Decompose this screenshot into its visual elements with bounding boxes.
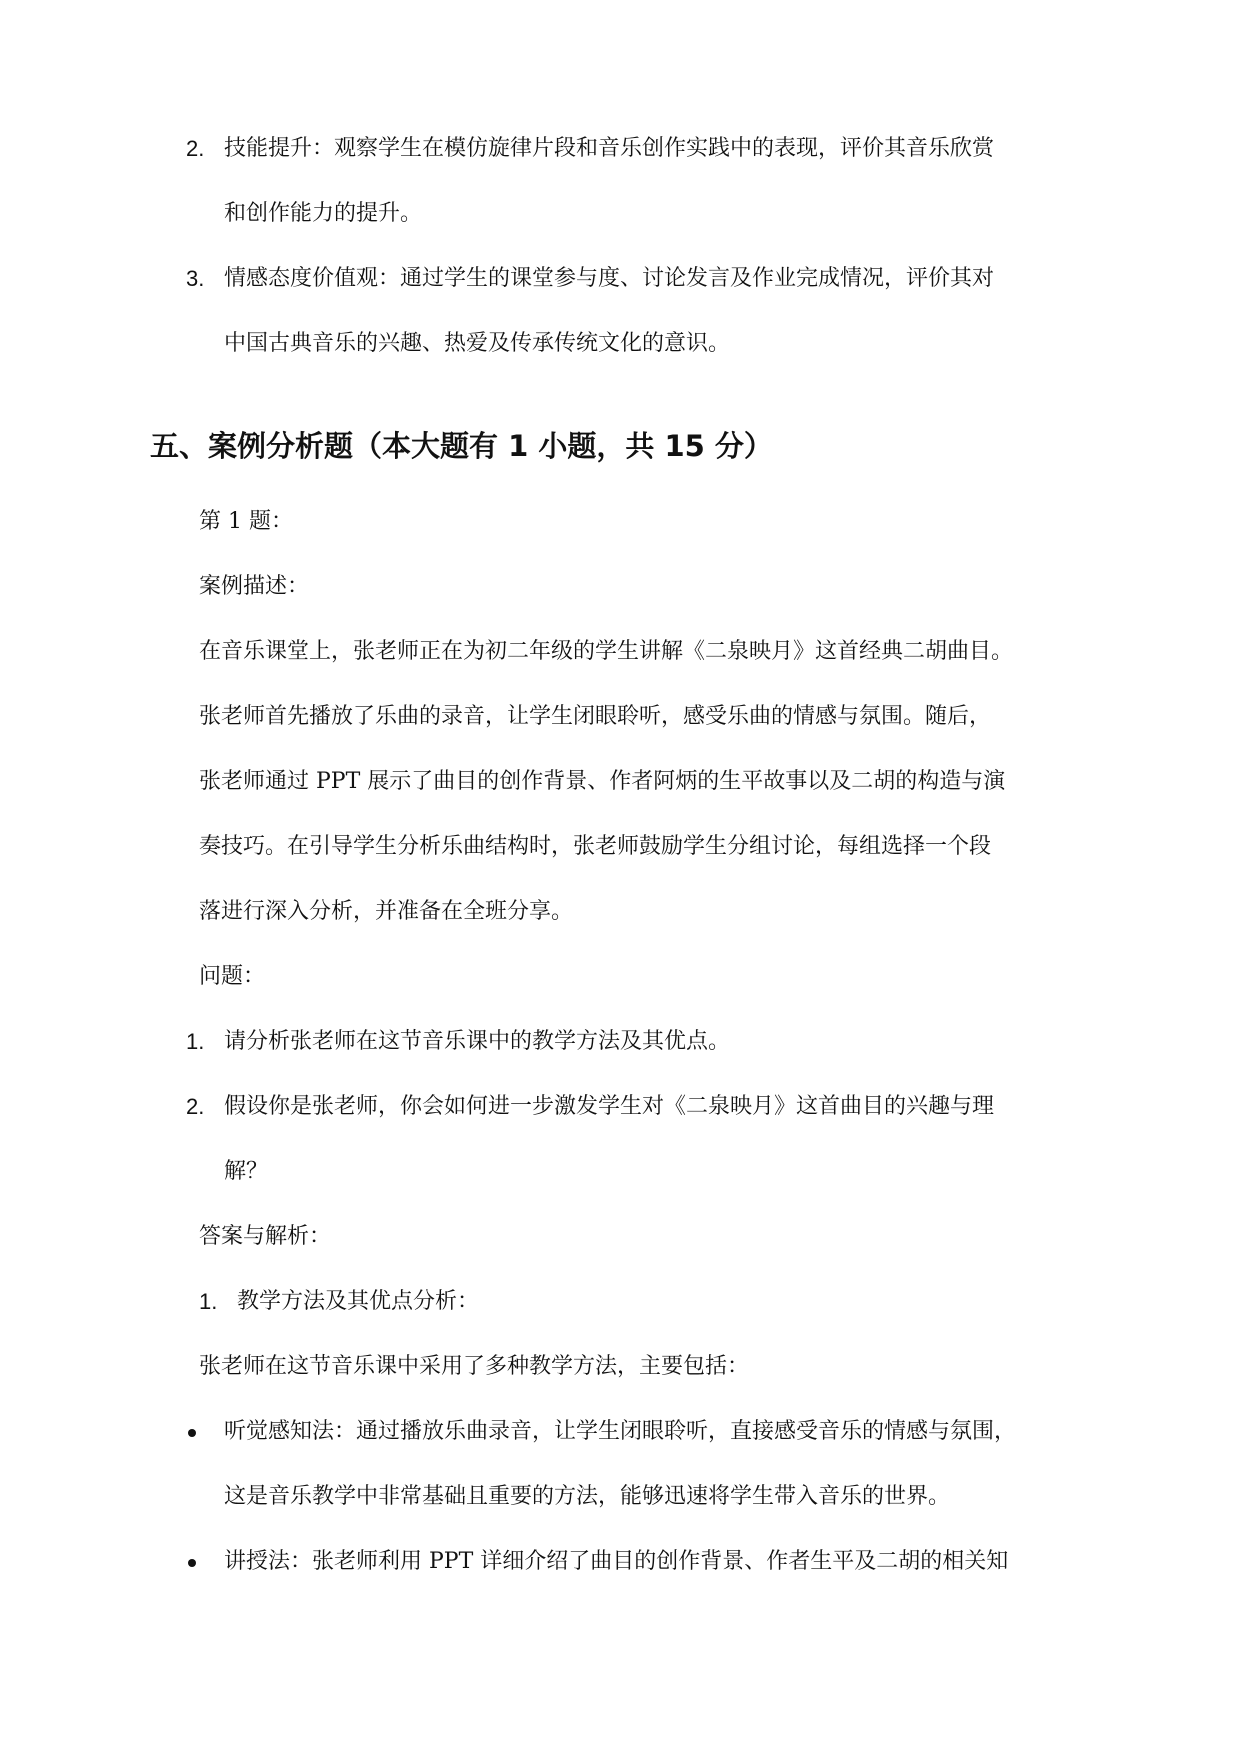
question-item-line: 假设你是张老师，你会如何进一步激发学生对《二泉映月》这首曲目的兴趣与理 <box>224 1094 995 1119</box>
method-item-line: 讲授法：张老师利用 PPT 详细介绍了曲目的创作背景、作者生平及二胡的相关知 <box>224 1549 1009 1574</box>
bullet-dot <box>188 1559 196 1567</box>
questions-label: 问题： <box>199 964 266 989</box>
question-item-line: 解？ <box>224 1159 269 1184</box>
case-paragraph-line: 张老师首先播放了乐曲的录音，让学生闭眼聆听，感受乐曲的情感与氛围。随后， <box>199 704 992 729</box>
list-number: 3. <box>186 266 205 291</box>
case-paragraph-line: 在音乐课堂上，张老师正在为初二年级的学生讲解《二泉映月》这首经典二胡曲目。 <box>199 639 1014 664</box>
case-paragraph-line: 奏技巧。在引导学生分析乐曲结构时，张老师鼓励学生分组讨论，每组选择一个段 <box>199 834 992 859</box>
case-paragraph-line: 张老师通过 PPT 展示了曲目的创作背景、作者阿炳的生平故事以及二胡的构造与演 <box>199 769 1006 794</box>
question-item-line: 请分析张老师在这节音乐课中的教学方法及其优点。 <box>224 1029 731 1054</box>
answer-subheading: 教学方法及其优点分析： <box>237 1289 480 1314</box>
assessment-item-skill-line2: 和创作能力的提升。 <box>224 201 423 226</box>
assessment-item-skill-line1: 技能提升：观察学生在模仿旋律片段和音乐创作实践中的表现，评价其音乐欣赏 <box>224 136 995 161</box>
list-number: 2. <box>186 136 205 161</box>
assessment-item-emotion-line1: 情感态度价值观：通过学生的课堂参与度、讨论发言及作业完成情况，评价其对 <box>224 266 995 291</box>
question-label: 第 1 题： <box>199 509 293 534</box>
answer-intro: 张老师在这节音乐课中采用了多种教学方法，主要包括： <box>199 1354 750 1379</box>
list-number: 1. <box>199 1289 218 1314</box>
bullet-dot <box>188 1429 196 1437</box>
method-item-line: 这是音乐教学中非常基础且重要的方法，能够迅速将学生带入音乐的世界。 <box>224 1484 951 1509</box>
method-item-line: 听觉感知法：通过播放乐曲录音，让学生闭眼聆听，直接感受音乐的情感与氛围， <box>224 1419 1017 1444</box>
assessment-item-emotion-line2: 中国古典音乐的兴趣、热爱及传承传统文化的意识。 <box>224 331 731 356</box>
list-number: 2. <box>186 1094 205 1119</box>
case-paragraph-line: 落进行深入分析，并准备在全班分享。 <box>199 899 574 924</box>
answer-label: 答案与解析： <box>199 1224 332 1249</box>
list-number: 1. <box>186 1029 205 1054</box>
section-heading: 五、案例分析题（本大题有 1 小题，共 15 分） <box>150 429 773 463</box>
case-label: 案例描述： <box>199 574 310 599</box>
